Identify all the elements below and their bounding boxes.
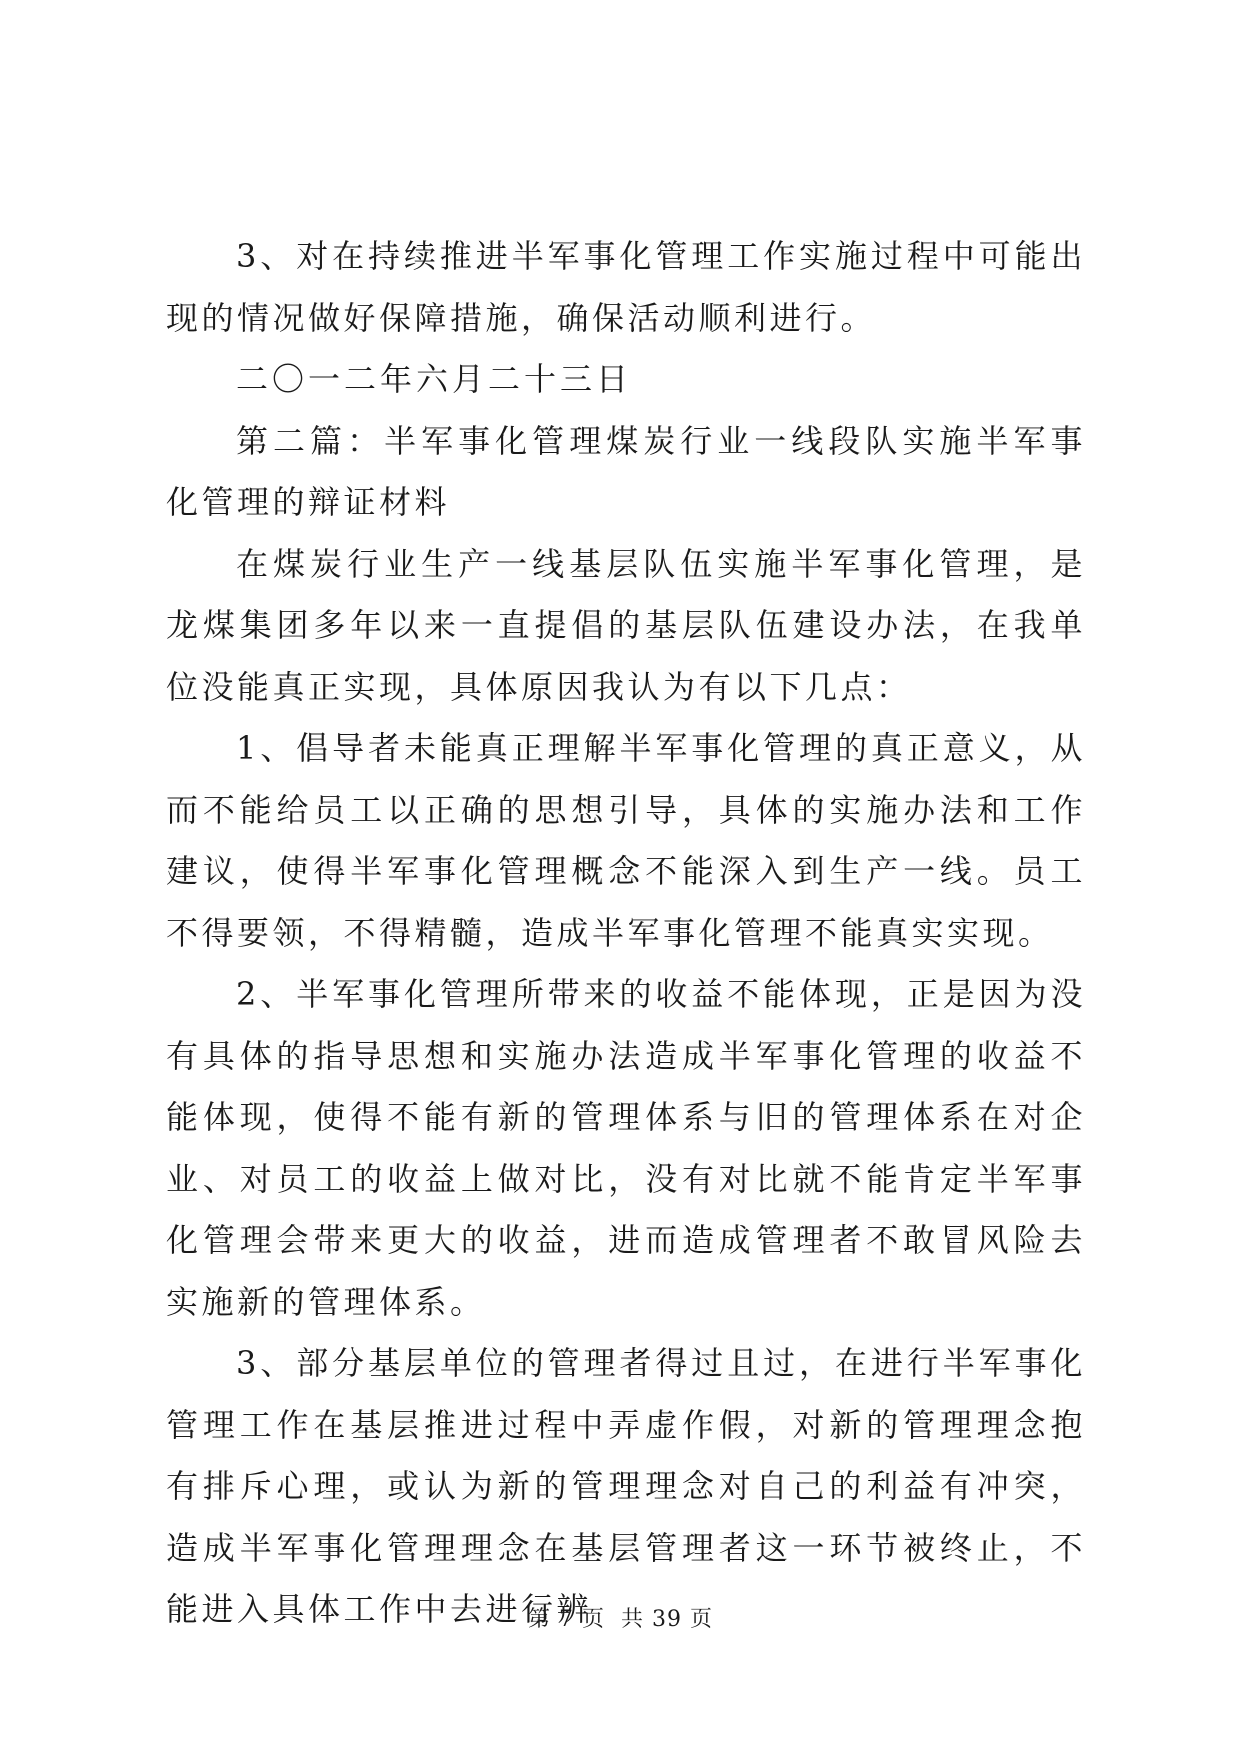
page-footer	[0, 1602, 1241, 1633]
paragraph-intro: 在煤炭行业生产一线基层队伍实施半军事化管理，是龙煤集团多年以来一直提倡的基层队伍建设办法，在我单位没能真正实现，具体原因我认为有以下几点：	[166, 544, 1086, 706]
paragraph-section-title: 第二篇：半军事化管理煤炭行业一线段队实施半军事化管理的辩证材料	[166, 421, 1086, 521]
paragraph-point-3: 3、部分基层单位的管理者得过且过，在进行半军事化管理工作在基层推进过程中弄虚作假，对新的管理理念抱有排斥心理，或认为新的管理理念对自己的利益有冲突，造成半军事化管理理念在基层管理者这一环节被终止，不能进入具体工作中去进行辨	[166, 1344, 1086, 1628]
document-body	[166, 226, 1086, 1641]
page-number-label: 第 7 页 共 39 页	[528, 1607, 713, 1632]
paragraph-item-3-safeguards: 3、对在持续推进半军事化管理工作实施过程中可能出现的情况做好保障措施，确保活动顺利进行。	[166, 237, 1086, 337]
paragraph-point-2: 2、半军事化管理所带来的收益不能体现，正是因为没有具体的指导思想和实施办法造成半军事化管理的收益不能体现，使得不能有新的管理体系与旧的管理体系在对企业、对员工的收益上做对比，没有对比就不能肯定半军事化管理会带来更大的收益，进而造成管理者不敢冒风险去实施新的管理体系。	[166, 975, 1086, 1321]
paragraph-point-1: 1、倡导者未能真正理解半军事化管理的真正意义，从而不能给员工以正确的思想引导，具体的实施办法和工作建议，使得半军事化管理概念不能深入到生产一线。员工不得要领，不得精髓，造成半军事化管理不能真实实现。	[166, 729, 1086, 952]
paragraph-date: 二〇一二年六月二十三日	[236, 360, 633, 398]
